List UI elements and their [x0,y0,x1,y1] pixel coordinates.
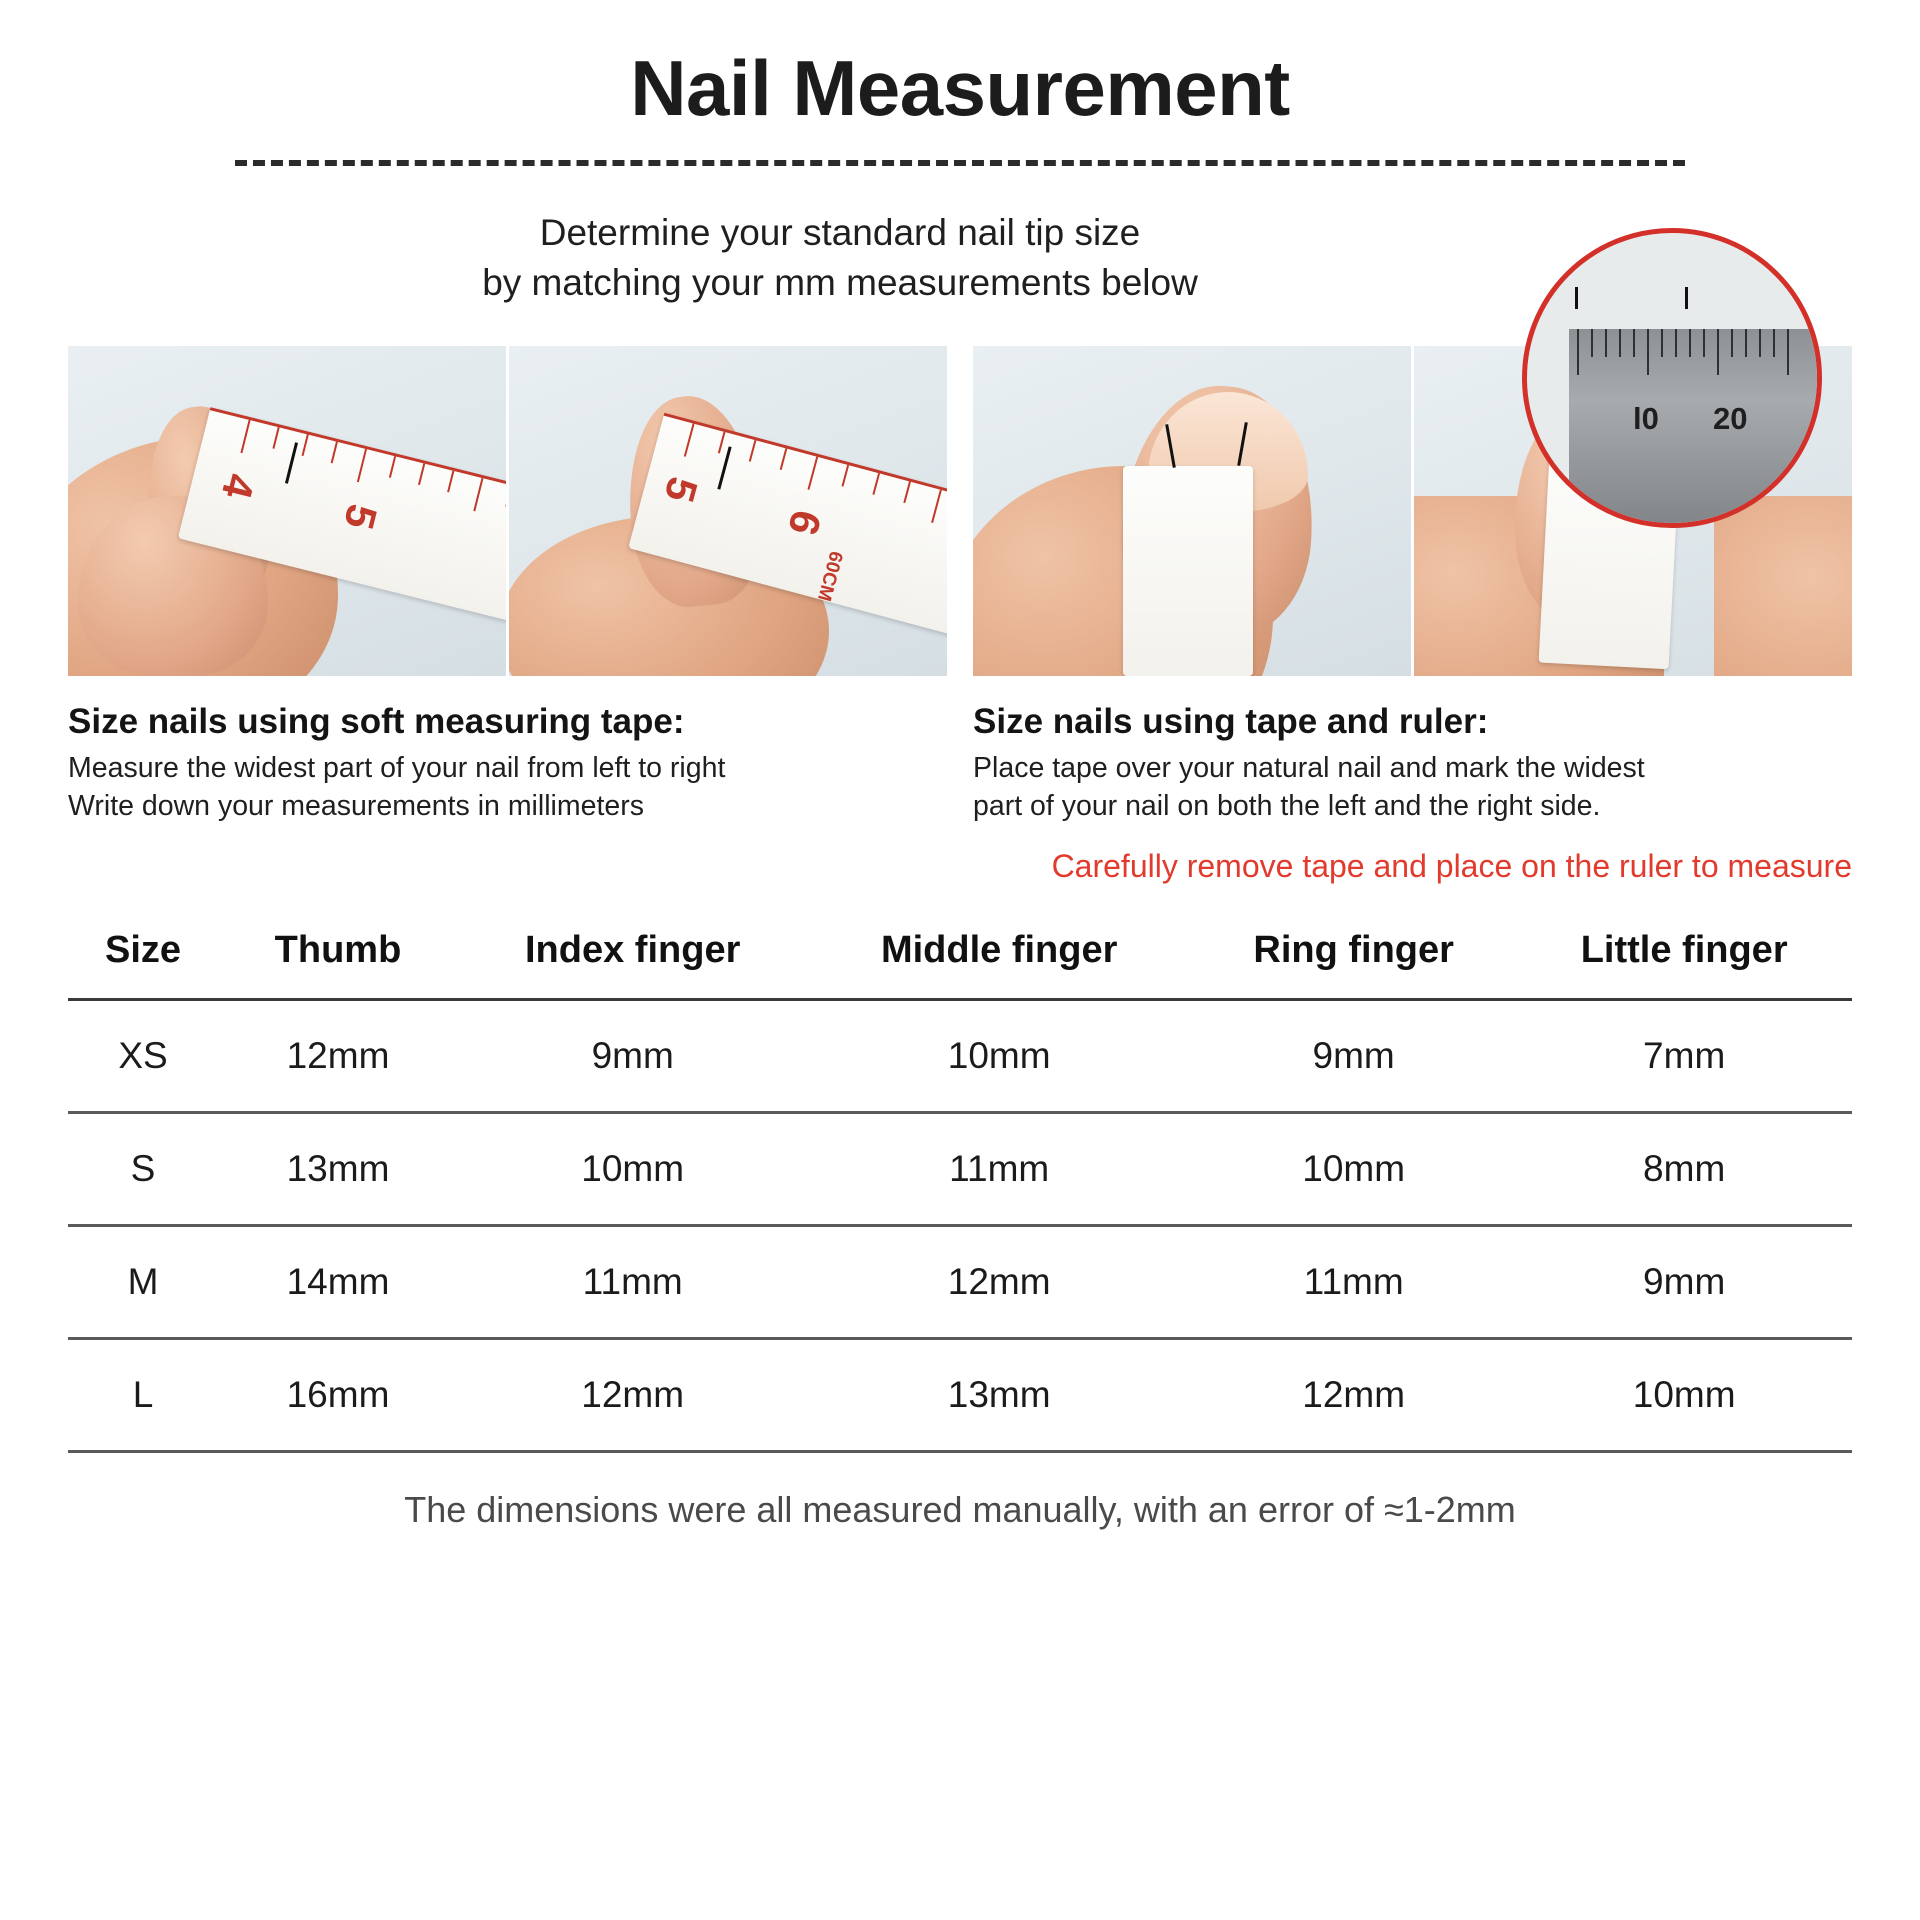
cell-little: 9mm [1516,1225,1852,1338]
page-title: Nail Measurement [630,44,1290,132]
photo-tape-on-nail [973,346,1414,676]
column-header-index: Index finger [458,913,807,1000]
table-row [68,1338,1852,1451]
table-row [68,1225,1852,1338]
cell-index: 10mm [458,1112,807,1225]
cell-thumb: 14mm [218,1225,458,1338]
cell-middle: 12mm [807,1225,1191,1338]
cell-size: M [68,1225,218,1338]
cell-little: 8mm [1516,1112,1852,1225]
caption-line-2: part of your nail on both the left and the right side. [973,789,1601,822]
intro-line-2: by matching your mm measurements below [482,261,1198,303]
tape-mark-right [1685,287,1688,309]
cell-ring: 12mm [1191,1338,1516,1451]
cell-ring: 9mm [1191,999,1516,1112]
cell-middle: 13mm [807,1338,1191,1451]
column-header-size: Size [68,913,218,1000]
caption-soft-tape [68,702,947,826]
magnifier-inset [1522,228,1822,528]
warning-note: Carefully remove tape and place on the ruler to measure [1051,847,1852,884]
cell-thumb: 16mm [218,1338,458,1451]
cell-index: 11mm [458,1225,807,1338]
caption-line-1: Measure the widest part of your nail from left to right [68,751,726,784]
intro-line-1: Determine your standard nail tip size [539,211,1141,253]
table-row [68,1112,1852,1225]
cell-middle: 11mm [807,1112,1191,1225]
ruler-number: 5 [335,499,387,534]
table-row [68,999,1852,1112]
column-header-middle: Middle finger [807,913,1191,1000]
cell-middle: 10mm [807,999,1191,1112]
cell-size: XS [68,999,218,1112]
caption-title: Size nails using soft measuring tape: [68,701,685,741]
ruler-number: 4 [212,469,265,504]
tape-brand-label: 60CM [812,548,847,604]
caption-title: Size nails using tape and ruler: [973,701,1489,741]
cell-little: 7mm [1516,999,1852,1112]
captions-row [68,702,1852,826]
cell-little: 10mm [1516,1338,1852,1451]
ruler-close-up [1569,329,1822,528]
column-header-ring: Ring finger [1191,913,1516,1000]
photo-strip [68,346,1852,676]
caption-line-1: Place tape over your natural nail and mark the widest [973,751,1645,784]
column-header-little: Little finger [1516,913,1852,1000]
photo-group-tape-measure [68,346,947,676]
table-header-row [68,913,1852,1000]
photo-tape-measure-5-6 [509,346,947,676]
caption-line-2: Write down your measurements in millimeters [68,789,644,822]
tape-mark-left [1575,287,1578,309]
cell-index: 12mm [458,1338,807,1451]
ruler-number: 5 [655,472,707,507]
cell-thumb: 12mm [218,999,458,1112]
ruler-number: 6 [779,505,831,540]
footnote-text: The dimensions were all measured manually, with an error of ≈1-2mm [404,1488,1516,1530]
title-divider [235,160,1685,166]
ruler-label-20: 20 [1713,400,1748,436]
column-header-thumb: Thumb [218,913,458,1000]
cell-ring: 11mm [1191,1225,1516,1338]
cell-ring: 10mm [1191,1112,1516,1225]
size-chart-table [68,913,1852,1453]
caption-tape-and-ruler [973,702,1852,826]
cell-index: 9mm [458,999,807,1112]
cell-size: S [68,1112,218,1225]
cell-size: L [68,1338,218,1451]
ruler-label-10: l0 [1633,400,1659,436]
cell-thumb: 13mm [218,1112,458,1225]
photo-tape-measure-4-5 [68,346,509,676]
